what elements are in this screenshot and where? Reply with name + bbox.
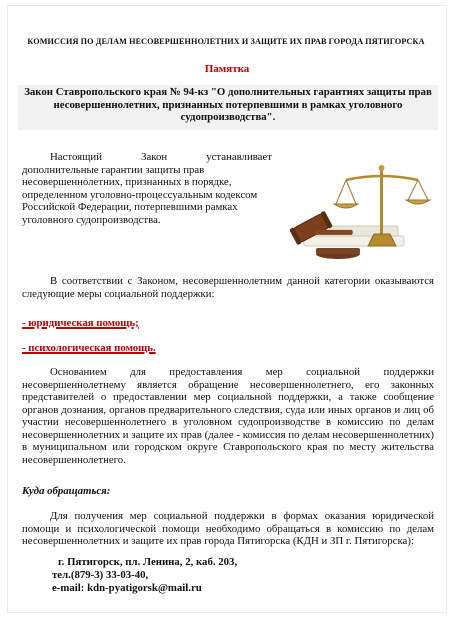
where-to-apply-text: Для получения мер социальной поддержки в формах оказания юридической помощи и психологической помощи необходимо обращаться в комиссию по делам несовершеннолетних и защите их прав города Пятигорска (КДН и ЗП г. Пятигорска): [22, 510, 434, 547]
intro-rest: дополнительные гарантии защиты прав несовершеннолетних, признанных в порядке, определенном уголовно-процессуальным кодексом Российской Федерации, потерпевшими рамках уголовного судопроизводства. [22, 163, 258, 226]
contact-phone: тел.(879-3) 33-03-40, [52, 569, 149, 581]
memo-title: Памятка [204, 63, 250, 75]
intro-word-2: Закон [141, 151, 168, 163]
law-title-box: Закон Ставропольского края № 94-кз "О дополнительных гарантиях защиты прав несовершеннолетних, признанных потерпевшими в рамках уголовного судопроизводства". [18, 85, 438, 130]
intro-word-1: Настоящий [50, 151, 102, 163]
grounds-paragraph: Основанием для предоставления мер социальной поддержки несовершеннолетнему является обращение несовершеннолетнего, его законных представителей о предоставлении мер социальной поддержки, а также сообщение органов дознания, органов предварительного следствия, суда или иных органов и лиц об участии несовершеннолетнего в уголовном судопроизводстве в комиссию по делам несовершеннолетних и защите их прав (далее - комиссия по делам несовершеннолетних) в муниципальном или городском округе Ставропольского края по месту жительства несовершеннолетнего. [22, 366, 434, 466]
commission-header: КОМИССИЯ ПО ДЕЛАМ НЕСОВЕРШЕННОЛЕТНИХ И ЗАЩИТЕ ИХ ПРАВ ГОРОДА ПЯТИГОРСКА [27, 37, 425, 46]
legal-aid-item: - юридическая помощь; [22, 317, 139, 329]
contact-email: e-mail: kdn-pyatigorsk@mail.ru [52, 582, 202, 594]
measures-intro: В соответствии с Законом, несовершеннолетним данной категории оказываются следующие меры социальной поддержки: [22, 275, 434, 300]
scales-and-gavel-image [290, 160, 442, 264]
intro-word-3: устанавливает [206, 151, 272, 163]
intro-paragraph [22, 151, 272, 227]
contact-address: г. Пятигорск, пл. Ленина, 2, каб. 203, [58, 556, 238, 568]
intro-first-line [22, 151, 272, 164]
where-to-apply-heading: Куда обращаться: [22, 485, 111, 497]
psychological-aid-item: - психологическая помощь. [22, 342, 156, 354]
